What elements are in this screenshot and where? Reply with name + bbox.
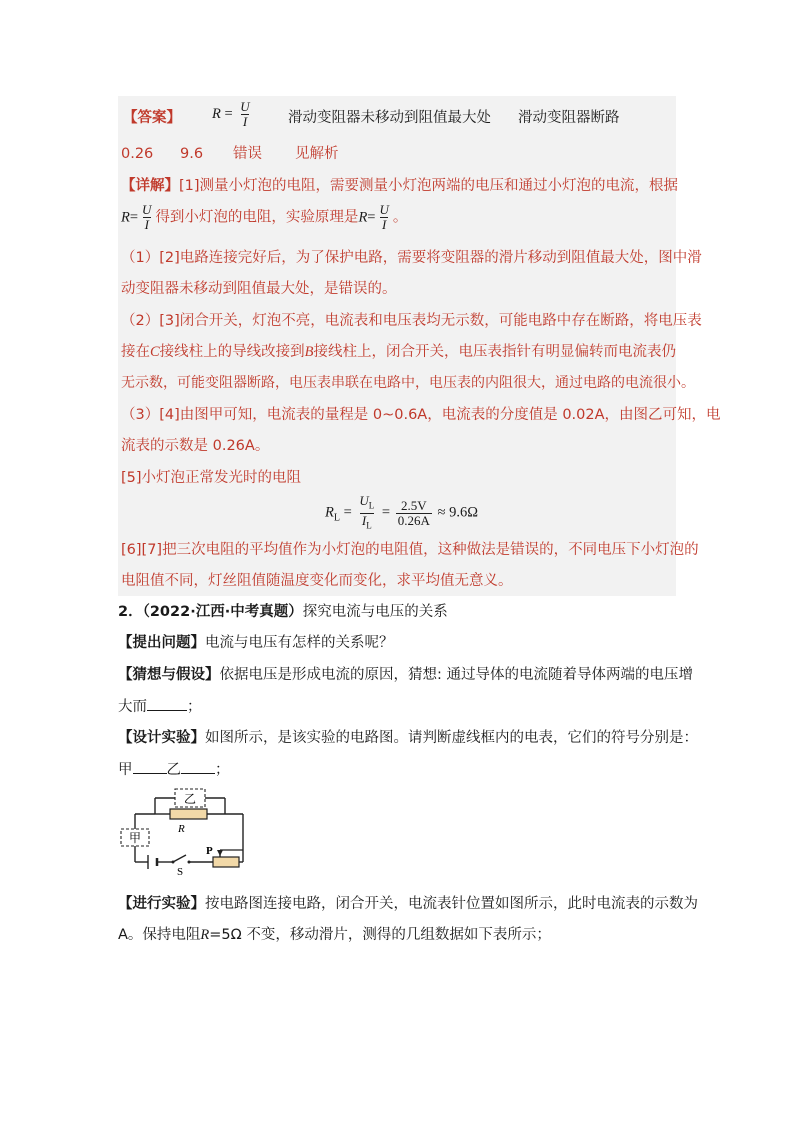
resistor-label: R [178, 823, 185, 835]
question-2-design-line2: 甲 乙 ； [118, 759, 230, 780]
circuit-diagram [115, 782, 250, 877]
detail-para-3-line1: （2）[3]闭合开关，灯泡不亮，电流表和电压表均无示数，可能电路中存在断路，将电压表 [121, 313, 702, 329]
detail-para-1: 【详解】[1]测量小灯泡的电阻，需要测量小灯泡两端的电压和通过小灯泡的电流，根据 [121, 178, 679, 194]
answer-blank-jia[interactable] [133, 759, 167, 774]
meter-yi-label: 乙 [184, 792, 197, 806]
rheostat [213, 857, 239, 867]
answer-7: 见解析 [295, 146, 339, 162]
detail-para-2-line2: 动变阻器未移动到阻值最大处，是错误的。 [121, 281, 397, 297]
answer-2: 滑动变阻器未移动到阻值最大处 [288, 110, 491, 126]
meter-jia-label: 甲 [129, 831, 142, 845]
detail-para-4-line2: 流表的示数是 0.26A。 [121, 438, 270, 454]
switch-contact [172, 861, 175, 864]
question-2-experiment-line2: A。保持电阻R=5Ω 不变，移动滑片，测得的几组数据如下表所示； [118, 927, 551, 943]
answer-4: 0.26 [121, 146, 154, 162]
answer-6: 错误 [233, 146, 262, 162]
fraction: $\frac{U}{I}$ [240, 99, 250, 129]
detail-para-2-line1: （1）[2]电路连接完好后，为了保护电路，需要将变阻器的滑片移动到阻值最大处，图中滑 [121, 250, 702, 266]
question-2-heading: 2．（2022·江西·中考真题）探究电流与电压的关系 [118, 604, 448, 620]
answer-blank-yi[interactable] [181, 759, 215, 774]
answer-blank[interactable] [147, 696, 187, 711]
detail-para-3-line2: 接在C接线柱上的导线改接到B接线柱上，闭合开关，电压表指针有明显偏转而电流表仍 [121, 344, 677, 360]
detail-para-3-line3: 无示数，可能变阻器断路，电压表串联在电路中，电压表的内阻很大，通过电路的电流很小。 [121, 375, 695, 391]
answer-3: 滑动变阻器断路 [518, 110, 620, 126]
switch-contact [188, 861, 191, 864]
question-2-design: 【设计实验】如图所示，是该实验的电路图。请判断虚线框内的电表，它们的符号分别是： [118, 730, 698, 746]
answer-formula: R = $\frac{U}{I}$ [212, 99, 250, 129]
answer-tag: 【答案】 [123, 110, 181, 126]
question-2-ask: 【提出问题】电流与电压有怎样的关系呢？ [118, 635, 394, 651]
slider-label: P [206, 845, 213, 857]
slider-arrow [217, 850, 223, 856]
resistor [170, 809, 207, 819]
detail-para-4-line1: （3）[4]由图甲可知，电流表的量程是 0~0.6A，电流表的分度值是 0.02A，由图乙可知，电 [121, 407, 721, 423]
answer-5: 9.6 [180, 146, 204, 162]
resistance-equation: $R_L$ = $\frac{U_L}{I_L}$ = $\frac{2.5V}{0.26A}$ ≈ 9.6Ω [325, 493, 478, 531]
detail-para-1-line2: R= $\frac{U}{I}$ 得到小灯泡的电阻，实验原理是R= $\frac{U}{I}$ 。 [121, 202, 408, 232]
detail-para-6-line2: 电阻值不同，灯丝阻值随温度变化而变化，求平均值无意义。 [121, 573, 513, 589]
question-2-hypothesis-line2: 大而 ； [118, 696, 202, 717]
detail-para-6-line1: [6][7]把三次电阻的平均值作为小灯泡的电阻值，这种做法是错误的，不同电压下小灯泡的 [121, 542, 699, 558]
question-2-experiment: 【进行实验】按电路图连接电路，闭合开关，电流表针位置如图所示，此时电流表的示数为 [118, 896, 698, 912]
question-2-hypothesis: 【猜想与假设】依据电压是形成电流的原因，猜想: 通过导体的电流随着导体两端的电压增 [118, 667, 693, 683]
detail-para-5: [5]小灯泡正常发光时的电阻 [121, 470, 302, 486]
switch-label: S [177, 866, 184, 877]
